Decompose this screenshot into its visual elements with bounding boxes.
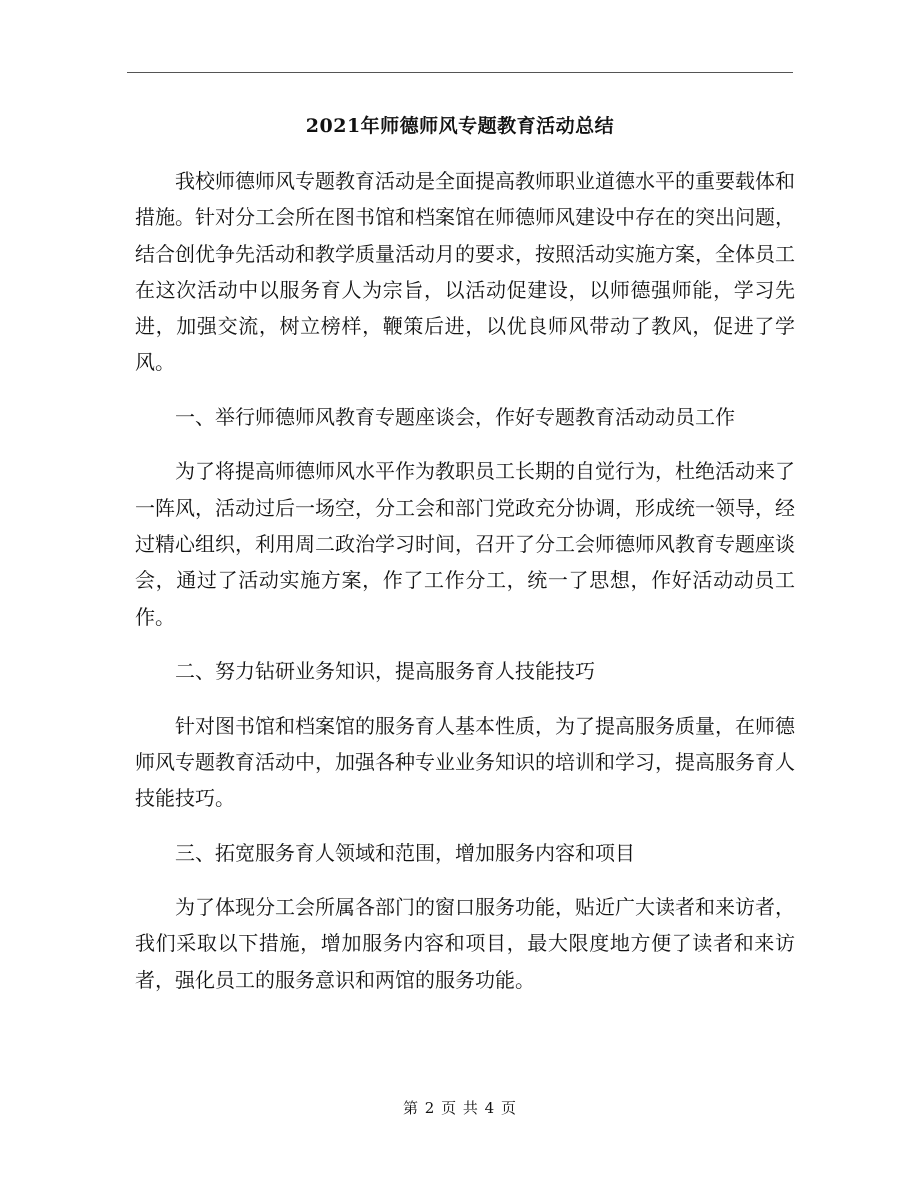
body-paragraph-intro: 我校师德师风专题教育活动是全面提高教师职业道德水平的重要载体和措施。针对分工会所在图书馆和档案馆在师德师风建设中存在的突出问题，结合创优争先活动和教学质量活动月的要求，按照活动实施方案，全体员工在这次活动中以服务育人为宗旨，以活动促建设，以师德强师能，学习先进，加强交流，树立榜样，鞭策后进，以优良师风带动了教风，促进了学风。	[135, 169, 795, 375]
body-paragraph-section-2: 针对图书馆和档案馆的服务育人基本性质，为了提高服务质量，在师德师风专题教育活动中，加强各种专业业务知识的培训和学习，提高服务育人技能技巧。	[135, 713, 795, 811]
body-paragraph-section-1: 为了将提高师德师风水平作为教职员工长期的自觉行为，杜绝活动来了一阵风，活动过后一场空，分工会和部门党政充分协调，形成统一领导，经过精心组织，利用周二政治学习时间，召开了分工会师德师风教育专题座谈会，通过了活动实施方案，作了工作分工，统一了思想，作好活动动员工作。	[135, 459, 795, 629]
body-paragraph-section-3: 为了体现分工会所属各部门的窗口服务功能，贴近广大读者和来访者，我们采取以下措施，增加服务内容和项目，最大限度地方便了读者和来访者，强化员工的服务意识和两馆的服务功能。	[135, 895, 795, 992]
section-heading-3: 三、拓宽服务育人领域和范围，增加服务内容和项目	[175, 840, 635, 865]
header-rule	[127, 72, 793, 73]
page-number-footer: 第 2 页 共 4 页	[403, 1099, 517, 1117]
document-body	[135, 163, 795, 1016]
section-heading-2: 二、努力钻研业务知识，提高服务育人技能技巧	[175, 659, 595, 684]
document-title: 2021年师德师风专题教育活动总结	[305, 115, 615, 137]
section-heading-1: 一、举行师德师风教育专题座谈会，作好专题教育活动动员工作	[175, 404, 735, 429]
